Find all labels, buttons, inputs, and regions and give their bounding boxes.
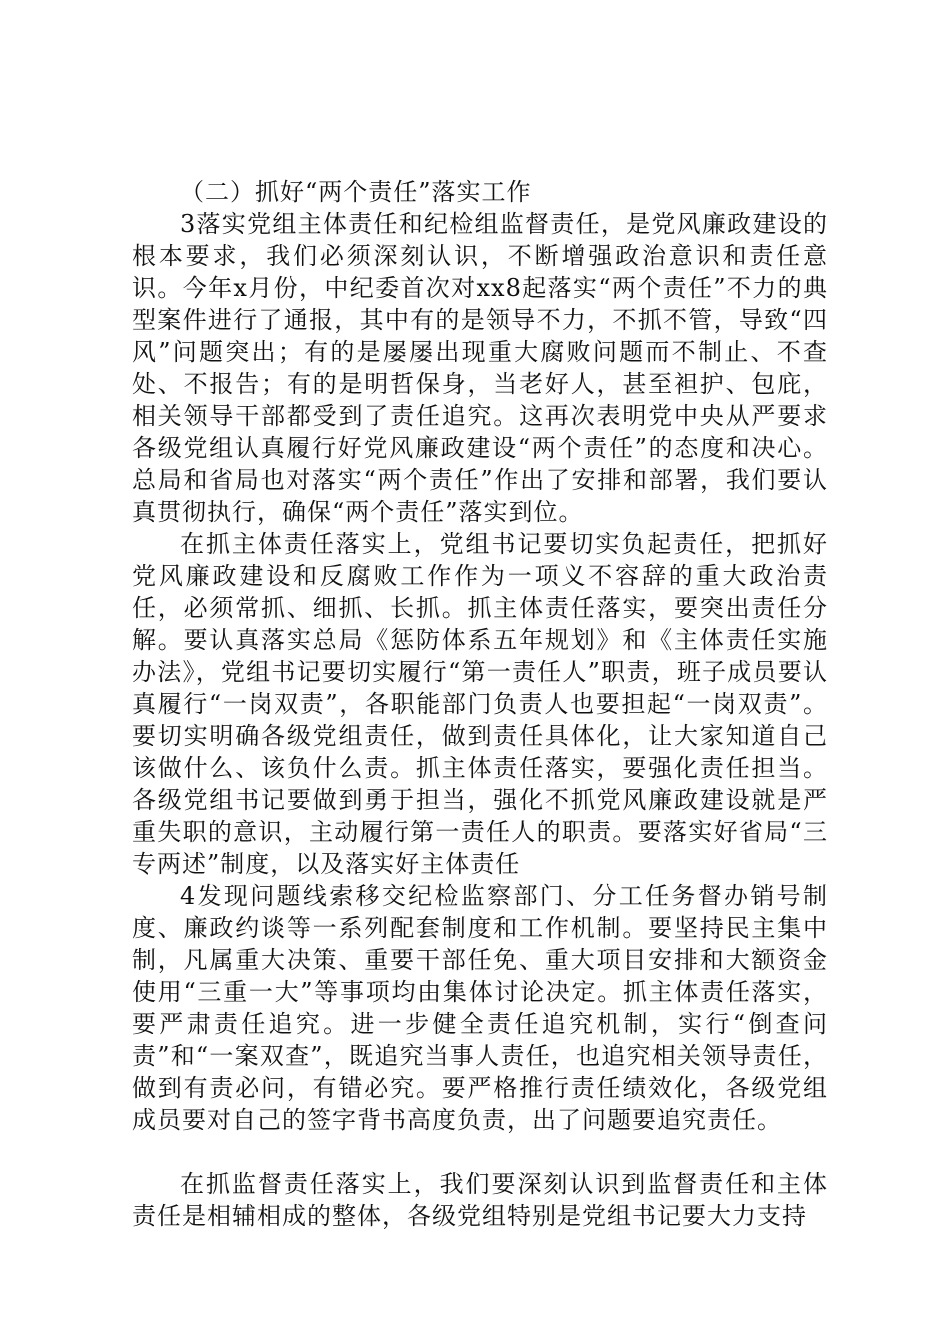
paragraph-4: 在抓监督责任落实上，我们要深刻认识到监督责任和主体责任是相辅相成的整体，各级党组特别是党组书记要大力支持 bbox=[132, 1170, 828, 1230]
document-page bbox=[132, 176, 828, 1232]
section-heading: （二）抓好“两个责任”落实工作 bbox=[180, 178, 532, 206]
paragraph-1: 3落实党组主体责任和纪检组监督责任，是党风廉政建设的根本要求，我们必须深刻认识，不断增强政治意识和责任意识。今年x月份，中纪委首次对xx8起落实“两个责任”不力的典型案件进行了通报，其中有的是领导不力，不抓不管，导致“四风”问题突出；有的是屡屡出现重大腐败问题而不制止、不查处、不报告；有的是明哲保身，当老好人，甚至袒护、包庇，相关领导干部都受到了责任追究。这再次表明党中央从严要求各级党组认真履行好党风廉政建设“两个责任”的态度和决心。总局和省局也对落实“两个责任”作出了安排和部署，我们要认真贯彻执行，确保“两个责任”落实到位。 bbox=[132, 210, 828, 526]
paragraph-3: 4发现问题线索移交纪检监察部门、分工任务督办销号制度、廉政约谈等一系列配套制度和工作机制。要坚持民主集中制，凡属重大决策、重要干部任免、重大项目安排和大额资金使用“三重一大”等事项均由集体讨论决定。抓主体责任落实，要严肃责任追究。进一步健全责任追究机制，实行“倒查问责”和“一案双查”，既追究当事人责任，也追究相关领导责任，做到有责必问，有错必究。要严格推行责任绩效化，各级党组成员要对自己的签字背书高度负责，出了问题要追究责任。 bbox=[132, 882, 828, 1134]
paragraph-2: 在抓主体责任落实上，党组书记要切实负起责任，把抓好党风廉政建设和反腐败工作作为一项义不容辞的重大政治责任，必须常抓、细抓、长抓。抓主体责任落实，要突出责任分解。要认真落实总局《惩防体系五年规划》和《主体责任实施办法》，党组书记要切实履行“第一责任人”职责，班子成员要认真履行“一岗双责”，各职能部门负责人也要担起“一岗双责”。要切实明确各级党组责任，做到责任具体化，让大家知道自己该做什么、该负什么责。抓主体责任落实，要强化责任担当。各级党组书记要做到勇于担当，强化不抓党风廉政建设就是严重失职的意识，主动履行第一责任人的职责。要落实好省局“三专两述”制度，以及落实好主体责任 bbox=[132, 530, 828, 878]
